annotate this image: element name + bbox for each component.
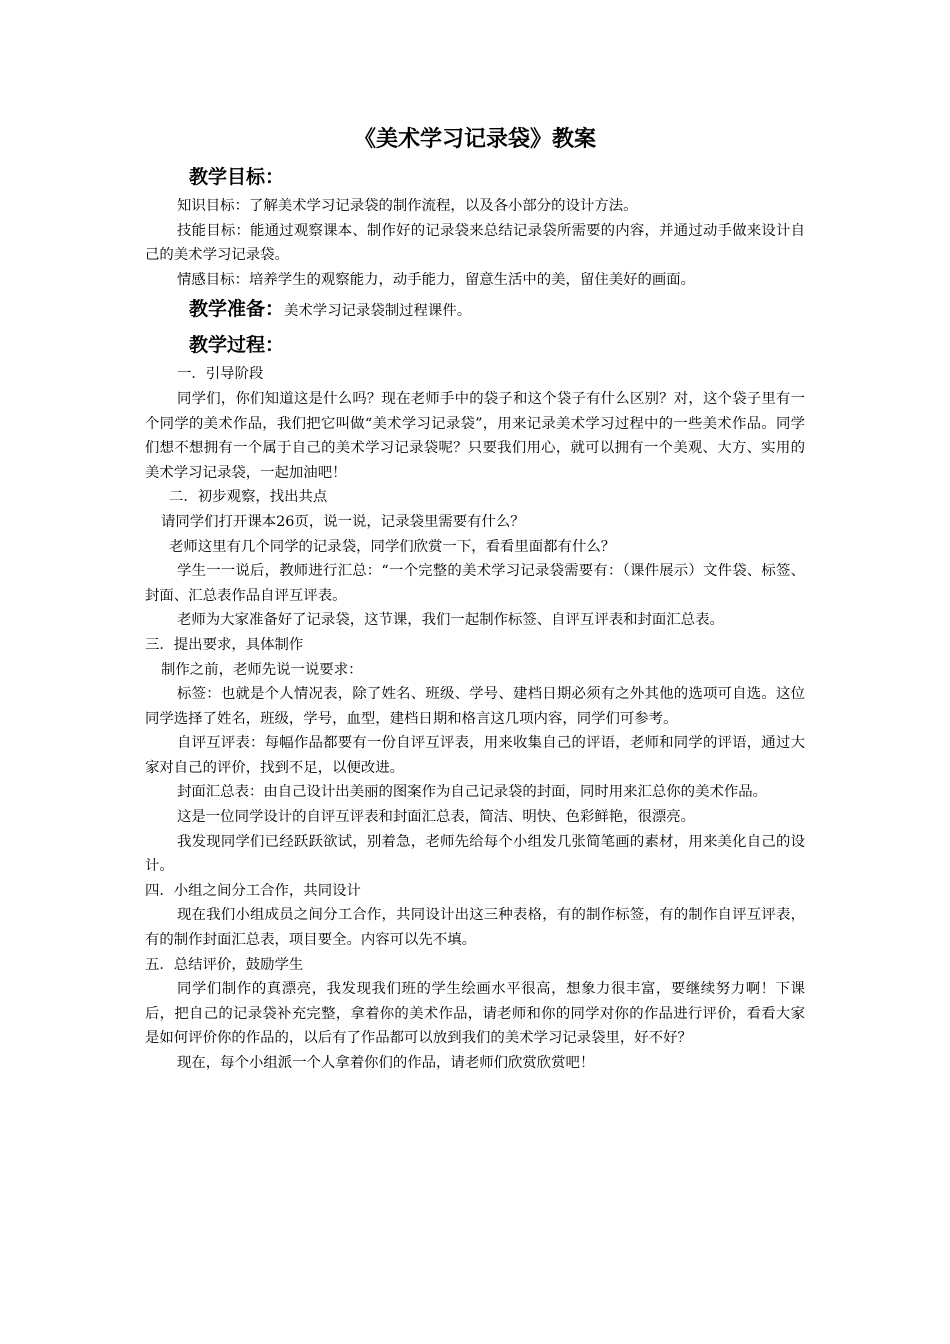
section-5-paragraph-2: 现在，每个小组派一个人拿着你们的作品，请老师们欣赏欣赏吧！	[177, 1055, 595, 1071]
section-1-paragraph: 同学们，你们知道这是什么吗？现在老师手中的袋子和这个袋子有什么区别？对，这个袋子里有一个同学的美术作品，我们把它叫做“美术学习记录袋”，用来记录美术学习过程中的一些美术作品。同学们想不想拥有一个属于自己的美术学习记录袋呢？只要我们用心，就可以拥有一个美观、大方、实用的美术学习记录袋，一起加油吧！	[145, 390, 805, 481]
section-3-paragraph-1: 制作之前，老师先说一说要求：	[161, 661, 363, 678]
skill-objective: 技能目标：能通过观察课本、制作好的记录袋来总结记录袋所需要的内容，并通过动手做来设计自己的美术学习记录袋。	[145, 222, 805, 264]
section-2-title: 二．初步观察，找出共点	[169, 489, 328, 506]
section-4-paragraph: 现在我们小组成员之间分工合作，共同设计出这三种表格，有的制作标签，有的制作自评互评表，有的制作封面汇总表，项目要全。内容可以先不填。	[145, 907, 805, 949]
section-1-title: 一．引导阶段	[177, 366, 264, 383]
section-4-title: 四．小组之间分工合作，共同设计	[145, 882, 361, 899]
preparation-line	[145, 292, 805, 328]
section-2-paragraph-1: 请同学们打开课本26页，说一说，记录袋里需要有什么？	[161, 513, 525, 530]
preparation-text: 美术学习记录袋制过程课件。	[284, 303, 472, 320]
section-3-paragraph-6: 我发现同学们已经跃跃欲试，别着急，老师先给每个小组发几张简笔画的素材，用来美化自己的设计。	[145, 833, 805, 875]
objectives-heading: 教学目标：	[189, 166, 285, 188]
section-5-paragraph-1: 同学们制作的真漂亮，我发现我们班的学生绘画水平很高，想象力很丰富，要继续努力啊！下课后，把自己的记录袋补充完整，拿着你的美术作品，请老师和你的同学对你的作品进行评价，看看大家是如何评价你的作品的，以后有了作品都可以放到我们的美术学习记录袋里，好不好？	[145, 981, 805, 1047]
process-heading: 教学过程：	[189, 334, 285, 357]
knowledge-objective: 知识目标：了解美术学习记录袋的制作流程，以及各小部分的设计方法。	[177, 198, 638, 214]
preparation-heading: 教学准备：	[189, 298, 285, 321]
section-2-paragraph-2: 老师这里有几个同学的记录袋，同学们欣赏一下，看看里面都有什么？	[169, 538, 616, 555]
section-3-paragraph-4: 封面汇总表：由自己设计出美丽的图案作为自己记录袋的封面，同时用来汇总你的美术作品。	[177, 784, 768, 801]
section-2-paragraph-4: 老师为大家准备好了记录袋，这节课，我们一起制作标签、自评互评表和封面汇总表。	[177, 612, 724, 629]
section-3-title: 三．提出要求，具体制作	[145, 636, 304, 653]
section-3-paragraph-5: 这是一位同学设计的自评互评表和封面汇总表，简洁、明快、色彩鲜艳，很漂亮。	[177, 809, 696, 826]
section-3-paragraph-3: 自评互评表：每幅作品都要有一份自评互评表，用来收集自己的评语，老师和同学的评语，通过大家对自己的评价，找到不足，以便改进。	[145, 735, 805, 776]
section-5-title: 五．总结评价，鼓励学生	[145, 956, 304, 973]
section-3-paragraph-2: 标签：也就是个人情况表，除了姓名、班级、学号、建档日期必须有之外其他的选项可自选。这位同学选择了姓名，班级，学号，血型，建档日期和格言这几项内容，同学们可参考。	[145, 686, 805, 727]
page-title: 《美术学习记录袋》教案	[353, 127, 596, 152]
document-body	[145, 160, 805, 1076]
section-2-paragraph-3: 学生一一说后，教师进行汇总：“一个完整的美术学习记录袋需要有：（课件展示）文件袋、标签、封面、汇总表作品自评互评表。	[145, 563, 805, 604]
emotion-objective: 情感目标：培养学生的观察能力，动手能力，留意生活中的美，留住美好的画面。	[177, 271, 696, 288]
